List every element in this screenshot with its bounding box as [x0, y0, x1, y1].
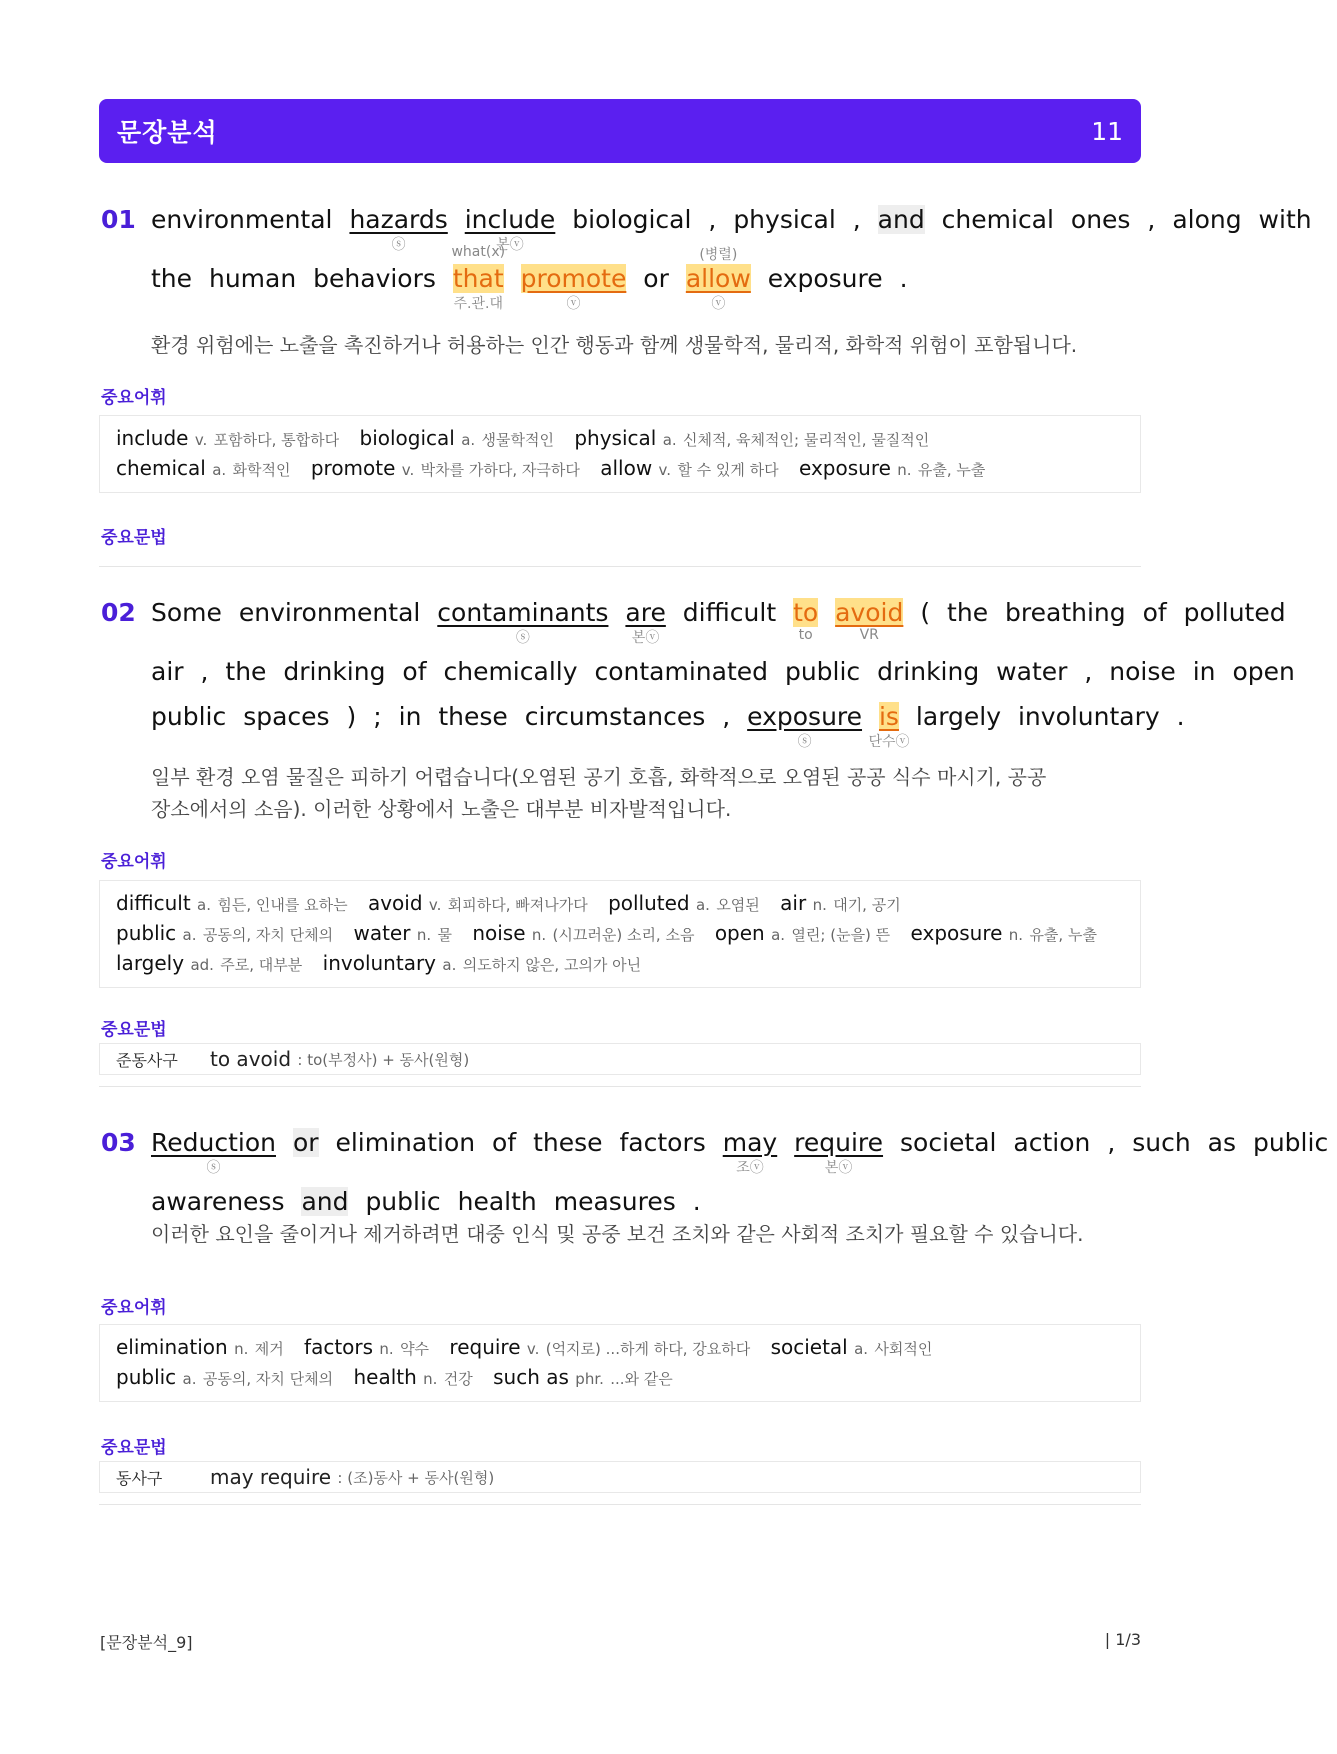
- word: these: [438, 702, 508, 731]
- role-marker: ⓢ: [206, 1160, 221, 1176]
- vocab-box: [99, 415, 1141, 493]
- footer-page-indicator: | 1/3: [1104, 1630, 1141, 1649]
- translation: 환경 위험에는 노출을 촉진하거나 허용하는 인간 행동과 함께 생물학적, 물리적, 화학적 위험이 포함됩니다.: [151, 333, 1078, 357]
- word: behaviors: [313, 264, 436, 293]
- vocab-item: difficult a. 힘든, 인내를 요하는: [116, 891, 348, 915]
- word-main-verb: are 본ⓥ: [625, 598, 666, 646]
- word: action: [1013, 1128, 1091, 1157]
- role-marker: 조ⓥ: [736, 1160, 764, 1176]
- word: water: [996, 657, 1068, 686]
- vocab-item: water n. 물: [353, 921, 452, 945]
- sentence-number: 03: [101, 1128, 136, 1157]
- word-verb: (병렬) allow ⓥ: [686, 264, 751, 293]
- word: ;: [373, 702, 382, 731]
- word-conjunction: and: [301, 1187, 349, 1216]
- role-marker: ⓥ: [711, 296, 726, 312]
- sentence-number: 01: [101, 205, 136, 234]
- word: ,: [200, 657, 209, 686]
- word: .: [692, 1187, 701, 1216]
- word: ,: [722, 702, 731, 731]
- vocab-row: [116, 1333, 1124, 1363]
- word-verb: promote ⓥ: [520, 264, 627, 312]
- sentence-line: [151, 702, 1194, 750]
- word: human: [208, 264, 297, 293]
- vocab-item: involuntary a. 의도하지 않은, 고의가 아닌: [322, 951, 642, 975]
- vocab-item: societal a. 사회적인: [770, 1335, 933, 1359]
- word: the: [225, 657, 267, 686]
- vocab-row: [116, 949, 1124, 979]
- word: awareness: [151, 1187, 285, 1216]
- word: Some: [151, 598, 222, 627]
- word-subject: contaminants ⓢ: [437, 598, 609, 646]
- grammar-tag: 준동사구: [116, 1050, 178, 1070]
- word: elimination: [335, 1128, 476, 1157]
- word: or: [643, 264, 669, 293]
- word-verb-root: avoid VR: [835, 598, 904, 643]
- word: health: [457, 1187, 537, 1216]
- word: .: [899, 264, 908, 293]
- sentence-line: [151, 657, 1304, 686]
- divider: [99, 566, 1141, 567]
- vocab-item: promote v. 박차를 가하다, 자극하다: [310, 456, 580, 480]
- word: chemically: [443, 657, 578, 686]
- vocab-item: exposure n. 유출, 누출: [799, 456, 986, 480]
- word: (: [920, 598, 931, 627]
- word: the: [947, 598, 989, 627]
- word-subject: Reduction ⓢ: [151, 1128, 276, 1176]
- word: polluted: [1183, 598, 1286, 627]
- word: drinking: [283, 657, 386, 686]
- word: difficult: [682, 598, 777, 627]
- divider: [99, 1086, 1141, 1087]
- word: environmental: [151, 205, 333, 234]
- word-main-verb: is 단수ⓥ: [868, 702, 910, 750]
- word: ): [346, 702, 357, 731]
- vocab-label: 중요어휘: [101, 852, 167, 872]
- grammar-phrase: may require: [210, 1465, 332, 1489]
- word: measures: [553, 1187, 676, 1216]
- grammar-tag: 동사구: [116, 1468, 163, 1488]
- role-marker: ⓢ: [391, 237, 406, 253]
- word: circumstances: [524, 702, 706, 731]
- word: spaces: [243, 702, 330, 731]
- sentence-line: [151, 1187, 710, 1216]
- grammar-desc: : to(부정사) + 동사(원형): [297, 1050, 470, 1069]
- sentence-line: [151, 1128, 1337, 1176]
- grammar-box: [99, 1043, 1141, 1075]
- word-conjunction: and: [877, 205, 925, 234]
- word: societal: [900, 1128, 997, 1157]
- vocab-box: [99, 880, 1141, 988]
- vocab-item: biological a. 생물학적인: [359, 426, 554, 450]
- vocab-row: [116, 889, 1124, 919]
- word: open: [1232, 657, 1295, 686]
- word: exposure: [767, 264, 883, 293]
- role-marker: ⓢ: [797, 734, 812, 750]
- word: such: [1132, 1128, 1191, 1157]
- vocab-item: air n. 대기, 공기: [780, 891, 901, 915]
- vocab-item: open a. 열린; (눈을) 뜬: [714, 921, 891, 945]
- word: public: [784, 657, 861, 686]
- vocab-item: largely ad. 주로, 대부분: [116, 951, 303, 975]
- role-marker: 본ⓥ: [824, 1160, 853, 1176]
- word: public: [365, 1187, 441, 1216]
- word: along: [1172, 205, 1242, 234]
- word: breathing: [1005, 598, 1126, 627]
- grammar-desc: : (조)동사 + 동사(원형): [337, 1468, 495, 1487]
- word: ,: [1084, 657, 1093, 686]
- word-subject: hazards ⓢ: [349, 205, 448, 253]
- role-marker: 단수ⓥ: [868, 734, 910, 750]
- word: involuntary: [1017, 702, 1160, 731]
- role-marker: to: [798, 627, 813, 643]
- role-marker: 본ⓥ: [631, 630, 660, 646]
- vocab-item: require v. (억지로) ...하게 하다, 강요하다: [449, 1335, 751, 1359]
- grammar-label: 중요문법: [101, 528, 167, 548]
- vocab-item: exposure n. 유출, 누출: [910, 921, 1097, 945]
- role-marker: what(x): [451, 244, 506, 260]
- word: ,: [1147, 205, 1156, 234]
- vocab-item: avoid v. 회피하다, 빠져나가다: [367, 891, 588, 915]
- grammar-phrase: to avoid: [210, 1047, 292, 1071]
- word: in: [1192, 657, 1216, 686]
- word: as: [1207, 1128, 1237, 1157]
- word: the: [151, 264, 193, 293]
- word: these: [533, 1128, 603, 1157]
- vocab-item: chemical a. 화학적인: [116, 456, 291, 480]
- word: biological: [572, 205, 692, 234]
- word-main-verb: include 본ⓥ: [464, 205, 556, 253]
- role-marker: VR: [859, 627, 879, 643]
- word: noise: [1109, 657, 1176, 686]
- word-subject: exposure ⓢ: [747, 702, 863, 750]
- vocab-item: factors n. 약수: [304, 1335, 430, 1359]
- header-page-number: 11: [1091, 116, 1123, 146]
- vocab-item: noise n. (시끄러운) 소리, 소음: [472, 921, 695, 945]
- role-marker: ⓥ: [566, 296, 581, 312]
- word: air: [151, 657, 184, 686]
- grammar-label: 중요문법: [101, 1438, 167, 1458]
- vocab-item: elimination n. 제거: [116, 1335, 284, 1359]
- word: environmental: [238, 598, 421, 627]
- vocab-box: [99, 1324, 1141, 1402]
- word-to-infinitive: to to: [793, 598, 819, 643]
- vocab-label: 중요어휘: [101, 1298, 167, 1318]
- word: ,: [1107, 1128, 1116, 1157]
- word: of: [1142, 598, 1167, 627]
- section-header: [99, 99, 1141, 163]
- vocab-label: 중요어휘: [101, 388, 167, 408]
- word-relative-pronoun: what(x) that 주.관.대: [451, 244, 506, 312]
- word: factors: [619, 1128, 706, 1157]
- vocab-item: health n. 건강: [353, 1365, 473, 1389]
- word: ,: [852, 205, 861, 234]
- header-title: 문장분석: [117, 118, 218, 147]
- vocab-item: such as phr. ...와 같은: [493, 1365, 673, 1389]
- vocab-row: [116, 1363, 1124, 1393]
- grammar-box: [99, 1461, 1141, 1493]
- vocab-row: [116, 454, 1124, 484]
- word: physical: [733, 205, 836, 234]
- word: public: [151, 702, 227, 731]
- role-marker: 본ⓥ: [496, 237, 524, 253]
- word-aux-verb: may 조ⓥ: [722, 1128, 778, 1176]
- vocab-item: include v. 포함하다, 통합하다: [116, 426, 340, 450]
- sentence-line: [151, 598, 1295, 646]
- word: public: [1252, 1128, 1329, 1157]
- footer-left: [문장분석_9]: [100, 1633, 193, 1652]
- word: of: [492, 1128, 517, 1157]
- vocab-item: allow v. 할 수 있게 하다: [600, 456, 779, 480]
- word: ones: [1070, 205, 1131, 234]
- word: .: [1176, 702, 1185, 731]
- word: ,: [708, 205, 717, 234]
- vocab-item: public a. 공동의, 자치 단체의: [116, 1365, 334, 1389]
- vocab-item: public a. 공동의, 자치 단체의: [116, 921, 334, 945]
- role-marker: (병렬): [699, 247, 738, 263]
- word: contaminated: [594, 657, 768, 686]
- word: largely: [915, 702, 1002, 731]
- grammar-label: 중요문법: [101, 1020, 167, 1040]
- word: with: [1258, 205, 1312, 234]
- translation: 이러한 요인을 줄이거나 제거하려면 대중 인식 및 공중 보건 조치와 같은 사회적 조치가 필요할 수 있습니다.: [151, 1222, 1084, 1246]
- vocab-item: polluted a. 오염된: [608, 891, 760, 915]
- word-main-verb: require 본ⓥ: [794, 1128, 884, 1176]
- word: chemical: [941, 205, 1054, 234]
- vocab-row: [116, 919, 1124, 949]
- role-marker: ⓢ: [515, 630, 530, 646]
- word: of: [402, 657, 427, 686]
- role-marker: 주.관.대: [453, 296, 504, 312]
- translation: 일부 환경 오염 물질은 피하기 어렵습니다(오염된 공기 호흡, 화학적으로 오염된 공공 식수 마시기, 공공 장소에서의 소음). 이러한 상황에서 노출은 대부분 비자발적입니다.: [151, 765, 1047, 821]
- word: in: [398, 702, 422, 731]
- divider: [99, 1504, 1141, 1505]
- sentence-number: 02: [101, 598, 136, 627]
- word: drinking: [877, 657, 980, 686]
- word-conjunction: or: [292, 1128, 319, 1157]
- vocab-item: physical a. 신체적, 육체적인; 물리적인, 물질적인: [574, 426, 930, 450]
- vocab-row: [116, 424, 1124, 454]
